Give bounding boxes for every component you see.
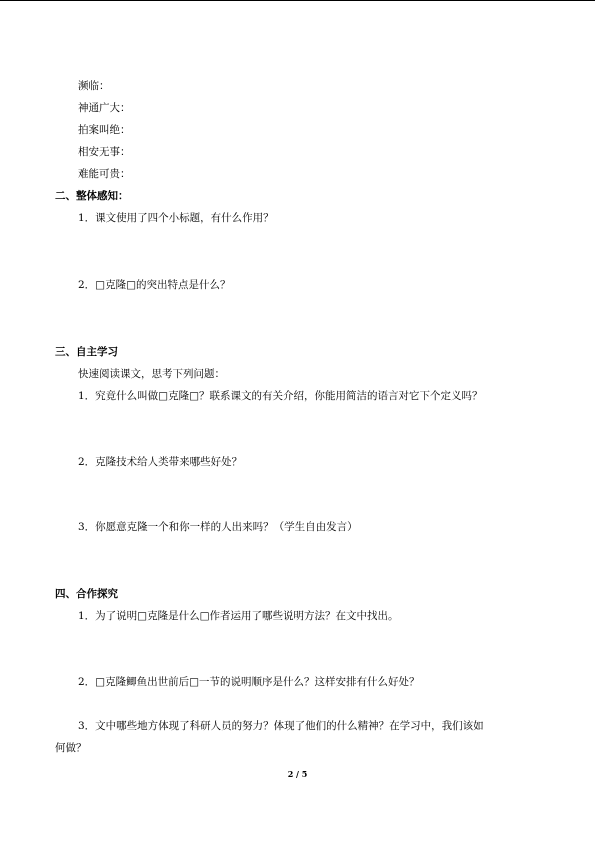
vocab-item: 神通广大： — [78, 102, 131, 114]
question: 2．□克隆鲫鱼出世前后□一节的说明顺序是什么？这样安排有什么好处？ — [78, 676, 420, 688]
vocab-item: 濒临： — [78, 80, 110, 92]
question: 1．为了说明□克隆是什么□作者运用了哪些说明方法？在文中找出。 — [78, 610, 399, 622]
section-heading: 四、合作探究 — [55, 588, 118, 600]
vocab-item: 拍案叫绝： — [78, 124, 131, 136]
question: 3．文中哪些地方体现了科研人员的努力？体现了他们的什么精神？在学习中，我们该如 — [78, 720, 484, 732]
page-number: 2 / 5 — [287, 769, 308, 779]
question: 2．□克隆□的突出特点是什么？ — [78, 279, 231, 291]
top-rule — [0, 0, 595, 1]
section-heading: 二、整体感知： — [55, 190, 129, 202]
question: 2．克隆技术给人类带来哪些好处？ — [78, 456, 243, 468]
question: 1．课文使用了四个小标题，有什么作用？ — [78, 212, 274, 224]
instruction-text: 快速阅读课文，思考下列问题： — [78, 368, 225, 380]
question: 3．你愿意克隆一个和你一样的人出来吗？（学生自由发言） — [78, 521, 358, 533]
vocab-item: 难能可贵： — [78, 168, 131, 180]
question: 1．究竟什么叫做□克隆□？联系课文的有关介绍，你能用简洁的语言对它下个定义吗？ — [78, 390, 483, 402]
question-continuation: 何做？ — [55, 742, 87, 754]
vocab-item: 相安无事： — [78, 146, 131, 158]
section-heading: 三、自主学习 — [55, 346, 118, 358]
